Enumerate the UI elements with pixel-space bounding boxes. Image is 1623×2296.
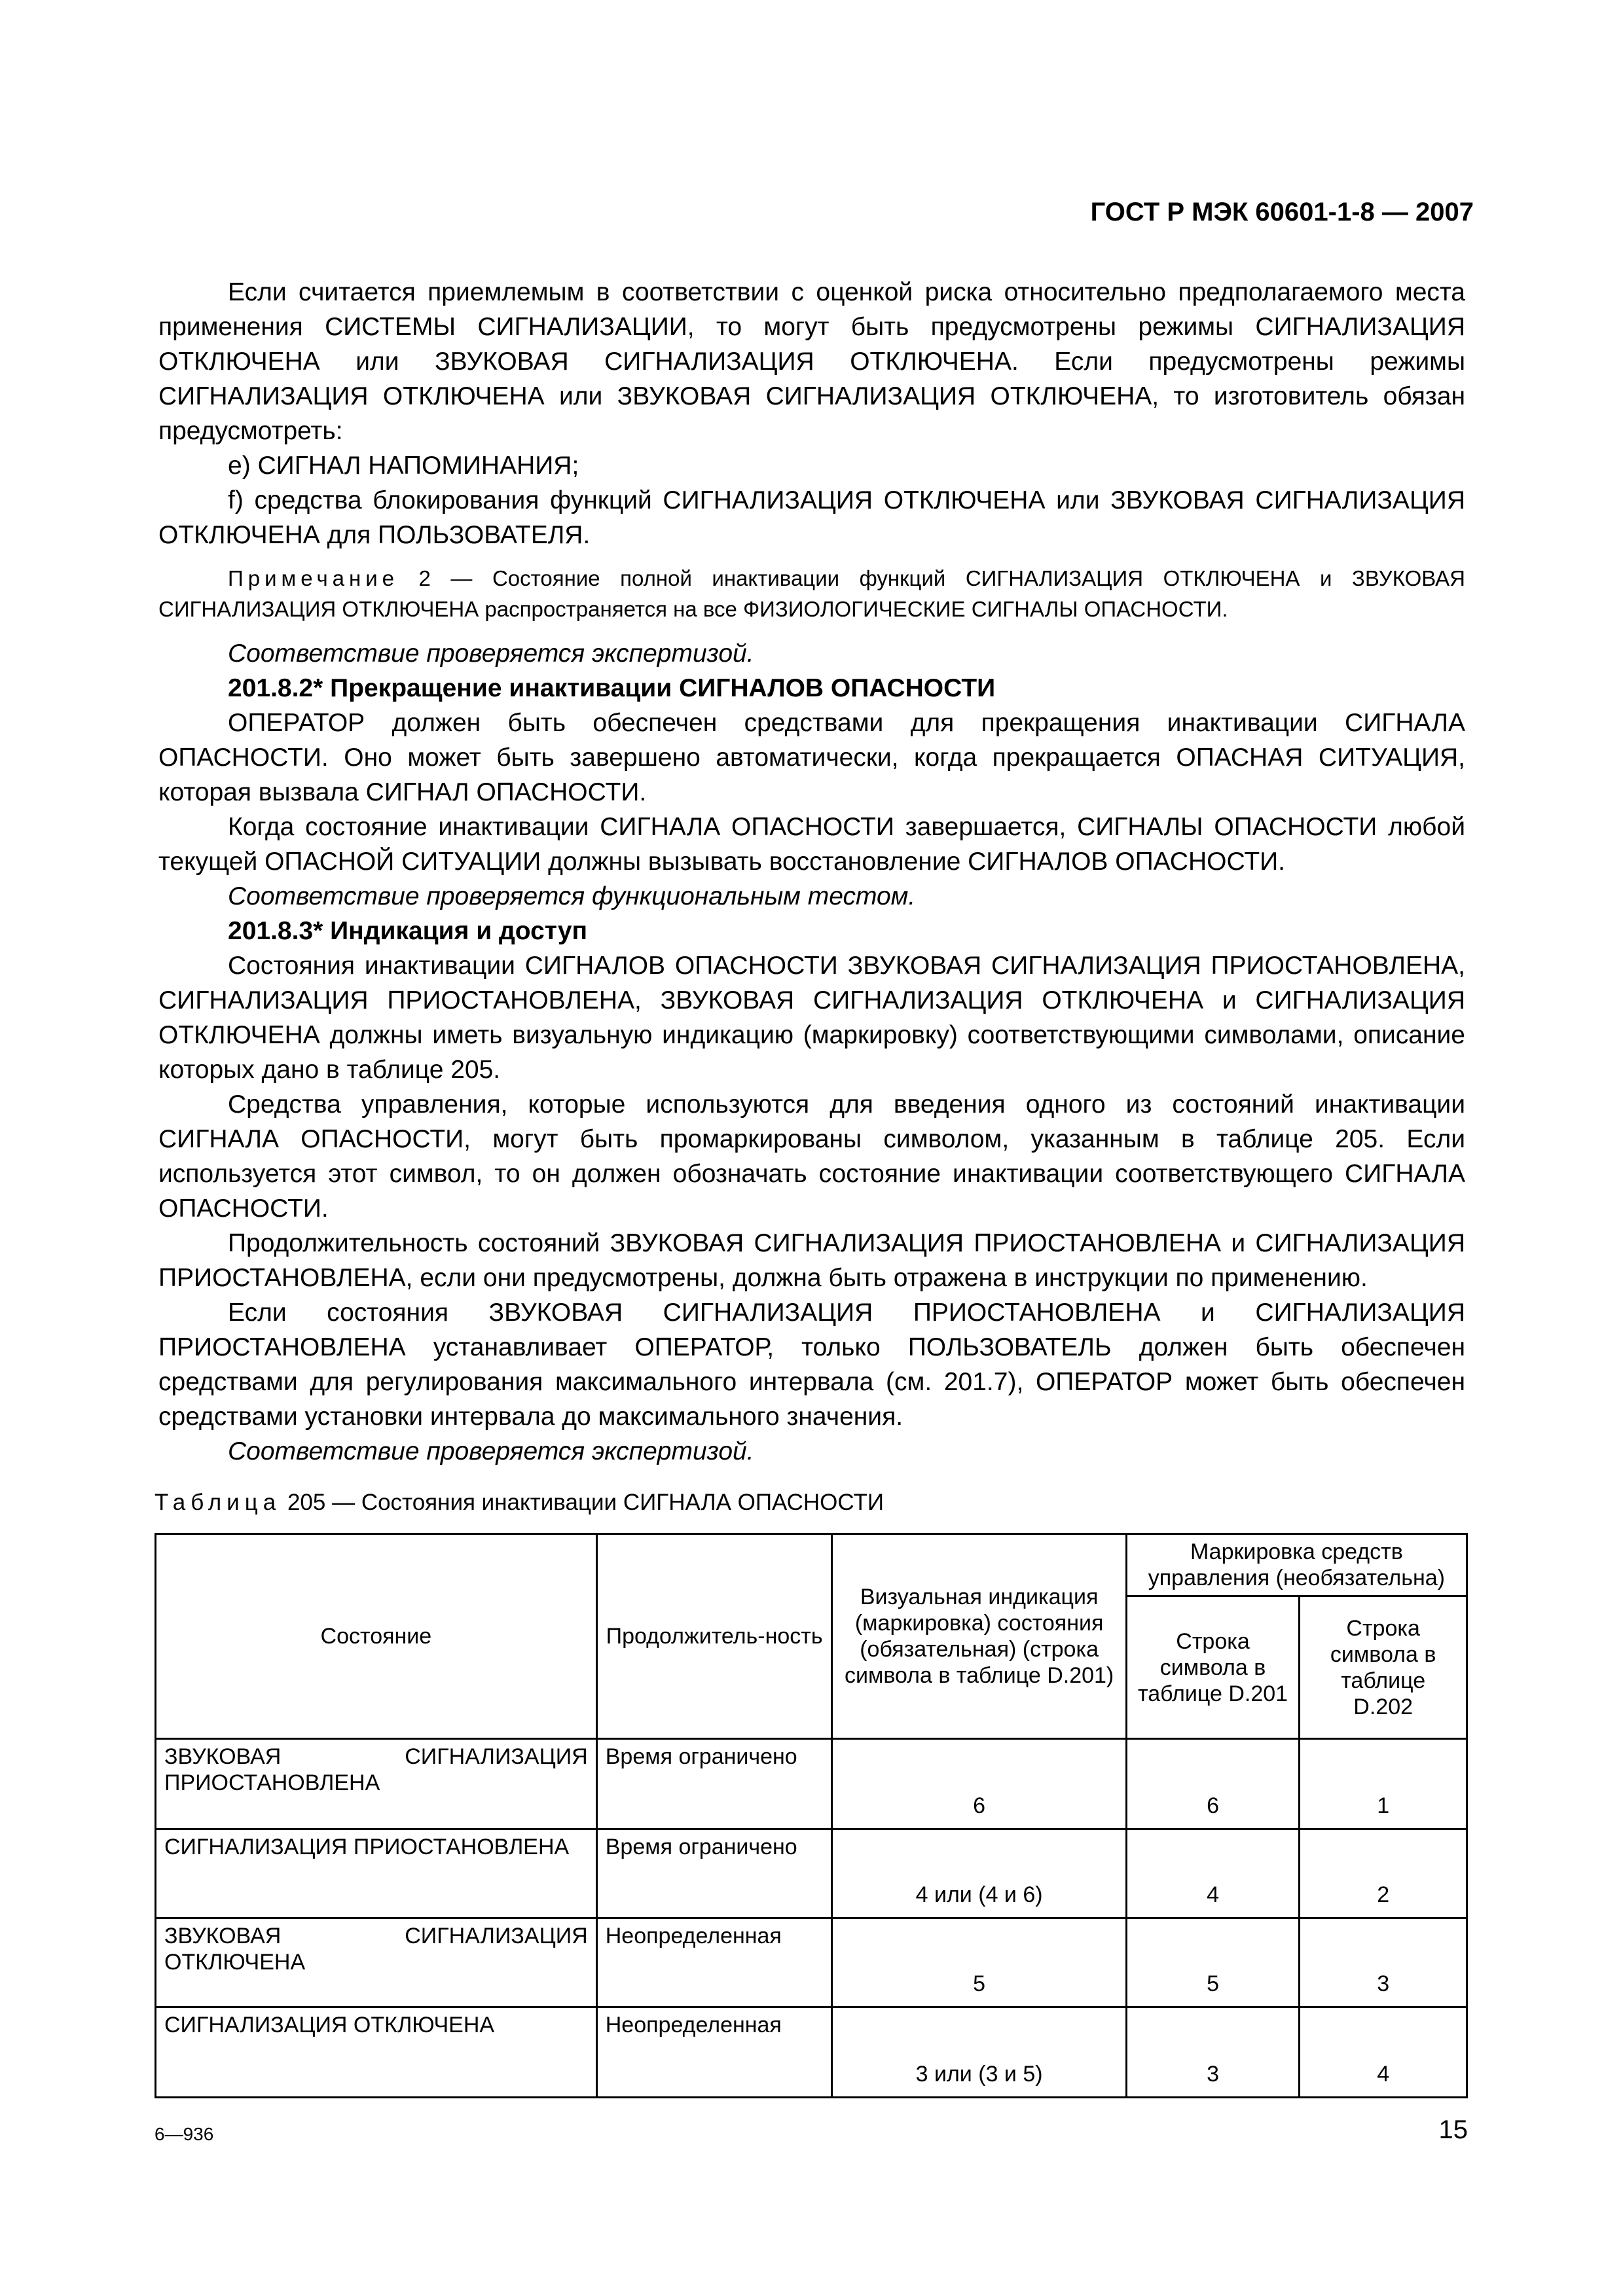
inactivation-states-table [155, 1533, 1468, 2098]
compliance-check: Соответствие проверяется функциональным тестом. [228, 882, 916, 910]
d201-cell: 6 [1126, 1739, 1300, 1829]
d202-cell: 4 [1300, 2007, 1467, 2098]
header-visual-indication: Визуальная индикация (маркировка) состояния (обязательная) (строка символа в таблице D.201) [832, 1534, 1126, 1739]
note-label: Примечание [228, 566, 399, 590]
header-d201: Строка символа в таблице D.201 [1126, 1596, 1300, 1739]
table-caption [155, 1490, 884, 1516]
note [158, 563, 1465, 624]
section-heading: 201.8.3* Индикация и доступ [228, 917, 588, 945]
paragraph: Состояния инактивации СИГНАЛОВ ОПАСНОСТИ ЗВУКОВАЯ СИГНАЛИЗАЦИЯ ПРИОСТАНОВЛЕНА, СИГНАЛИЗАЦИЯ ПРИОСТАНОВЛЕНА, ЗВУКОВАЯ СИГНАЛИЗАЦИЯ ОТКЛЮЧЕНА и СИГНАЛИЗАЦИЯ ОТКЛЮЧЕНА должны иметь визуальную индикацию (маркировку) соответствующими символами, описание которых дано в таблице 205. [158, 952, 1465, 1084]
body-text [158, 275, 1465, 1469]
duration-cell: Время ограничено [596, 1829, 832, 1918]
header-control-marking: Маркировка средств управления (необязательна) [1126, 1534, 1467, 1596]
table-row [156, 1739, 1467, 1829]
section-heading: 201.8.2* Прекращение инактивации СИГНАЛОВ ОПАСНОСТИ [228, 674, 996, 702]
header-d202: Строка символа в таблице D.202 [1300, 1596, 1467, 1739]
table-row [156, 1829, 1467, 1918]
page-number: 15 [1438, 2115, 1468, 2144]
duration-cell: Неопределенная [596, 2007, 832, 2098]
list-item-e: е) СИГНАЛ НАПОМИНАНИЯ; [228, 452, 579, 480]
visual-cell: 3 или (3 и 5) [832, 2007, 1126, 2098]
duration-cell: Неопределенная [596, 1918, 832, 2007]
table-row [156, 1918, 1467, 2007]
d202-cell: 2 [1300, 1829, 1467, 1918]
list-item-f: f) средства блокирования функций СИГНАЛИЗАЦИЯ ОТКЛЮЧЕНА или ЗВУКОВАЯ СИГНАЛИЗАЦИЯ ОТКЛЮЧЕНА для ПОЛЬЗОВАТЕЛЯ. [158, 486, 1465, 549]
document-code: ГОСТ Р МЭК 60601-1-8 — 2007 [1090, 198, 1474, 226]
d202-cell: 1 [1300, 1739, 1467, 1829]
paragraph: Если считается приемлемым в соответствии с оценкой риска относительно предполагаемого места применения СИСТЕМЫ СИГНАЛИЗАЦИИ, то могут быть предусмотрены режимы СИГНАЛИЗАЦИЯ ОТКЛЮЧЕНА или ЗВУКОВАЯ СИГНАЛИЗАЦИЯ ОТКЛЮЧЕНА. Если предусмотрены режимы СИГНАЛИЗАЦИЯ ОТКЛЮЧЕНА или ЗВУКОВАЯ СИГНАЛИЗАЦИЯ ОТКЛЮЧЕНА, то изготовитель обязан предусмотреть: [158, 278, 1465, 445]
paragraph: Средства управления, которые используются для введения одного из состояний инактивации СИГНАЛА ОПАСНОСТИ, могут быть промаркированы символом, указанным в таблице 205. Если используется этот символ, то он должен обозначать состояние инактивации соответствующего СИГНАЛА ОПАСНОСТИ. [158, 1090, 1465, 1223]
compliance-check: Соответствие проверяется экспертизой. [228, 1437, 754, 1465]
table-row [156, 2007, 1467, 2098]
compliance-check: Соответствие проверяется экспертизой. [228, 639, 754, 668]
header-duration: Продолжитель-ность [596, 1534, 832, 1739]
table-caption-label: Таблица [155, 1490, 282, 1515]
d201-cell: 5 [1126, 1918, 1300, 2007]
d201-cell: 4 [1126, 1829, 1300, 1918]
header-state: Состояние [156, 1534, 597, 1739]
footer-code: 6—936 [155, 2124, 214, 2144]
paragraph: ОПЕРАТОР должен быть обеспечен средствами для прекращения инактивации СИГНАЛА ОПАСНОСТИ. Оно может быть завершено автоматически, когда прекращается ОПАСНАЯ СИТУАЦИЯ, которая вызвала СИГНАЛ ОПАСНОСТИ. [158, 709, 1465, 806]
duration-cell: Время ограничено [596, 1739, 832, 1829]
d201-cell: 3 [1126, 2007, 1300, 2098]
visual-cell: 6 [832, 1739, 1126, 1829]
note-text: 2 — Состояние полной инактивации функций СИГНАЛИЗАЦИЯ ОТКЛЮЧЕНА и ЗВУКОВАЯ СИГНАЛИЗАЦИЯ ОТКЛЮЧЕНА распространяется на все ФИЗИОЛОГИЧЕСКИЕ СИГНАЛЫ ОПАСНОСТИ. [158, 566, 1465, 621]
visual-cell: 4 или (4 и 6) [832, 1829, 1126, 1918]
state-cell: ЗВУКОВАЯ СИГНАЛИЗАЦИЯ ПРИОСТАНОВЛЕНА [156, 1739, 597, 1829]
paragraph: Когда состояние инактивации СИГНАЛА ОПАСНОСТИ завершается, СИГНАЛЫ ОПАСНОСТИ любой текущей ОПАСНОЙ СИТУАЦИИ должны вызывать восстановление СИГНАЛОВ ОПАСНОСТИ. [158, 813, 1465, 876]
state-cell: ЗВУКОВАЯ СИГНАЛИЗАЦИЯ ОТКЛЮЧЕНА [156, 1918, 597, 2007]
state-cell: СИГНАЛИЗАЦИЯ ПРИОСТАНОВЛЕНА [156, 1829, 597, 1918]
state-cell: СИГНАЛИЗАЦИЯ ОТКЛЮЧЕНА [156, 2007, 597, 2098]
paragraph: Если состояния ЗВУКОВАЯ СИГНАЛИЗАЦИЯ ПРИОСТАНОВЛЕНА и СИГНАЛИЗАЦИЯ ПРИОСТАНОВЛЕНА устанавливает ОПЕРАТОР, только ПОЛЬЗОВАТЕЛЬ должен быть обеспечен средствами для регулирования максимального интервала (см. 201.7), ОПЕРАТОР может быть обеспечен средствами установки интервала до максимального значения. [158, 1299, 1465, 1431]
table-caption-text: 205 — Состояния инактивации СИГНАЛА ОПАСНОСТИ [287, 1490, 884, 1515]
d202-cell: 3 [1300, 1918, 1467, 2007]
paragraph: Продолжительность состояний ЗВУКОВАЯ СИГНАЛИЗАЦИЯ ПРИОСТАНОВЛЕНА и СИГНАЛИЗАЦИЯ ПРИОСТАНОВЛЕНА, если они предусмотрены, должна быть отражена в инструкции по применению. [158, 1229, 1465, 1292]
visual-cell: 5 [832, 1918, 1126, 2007]
